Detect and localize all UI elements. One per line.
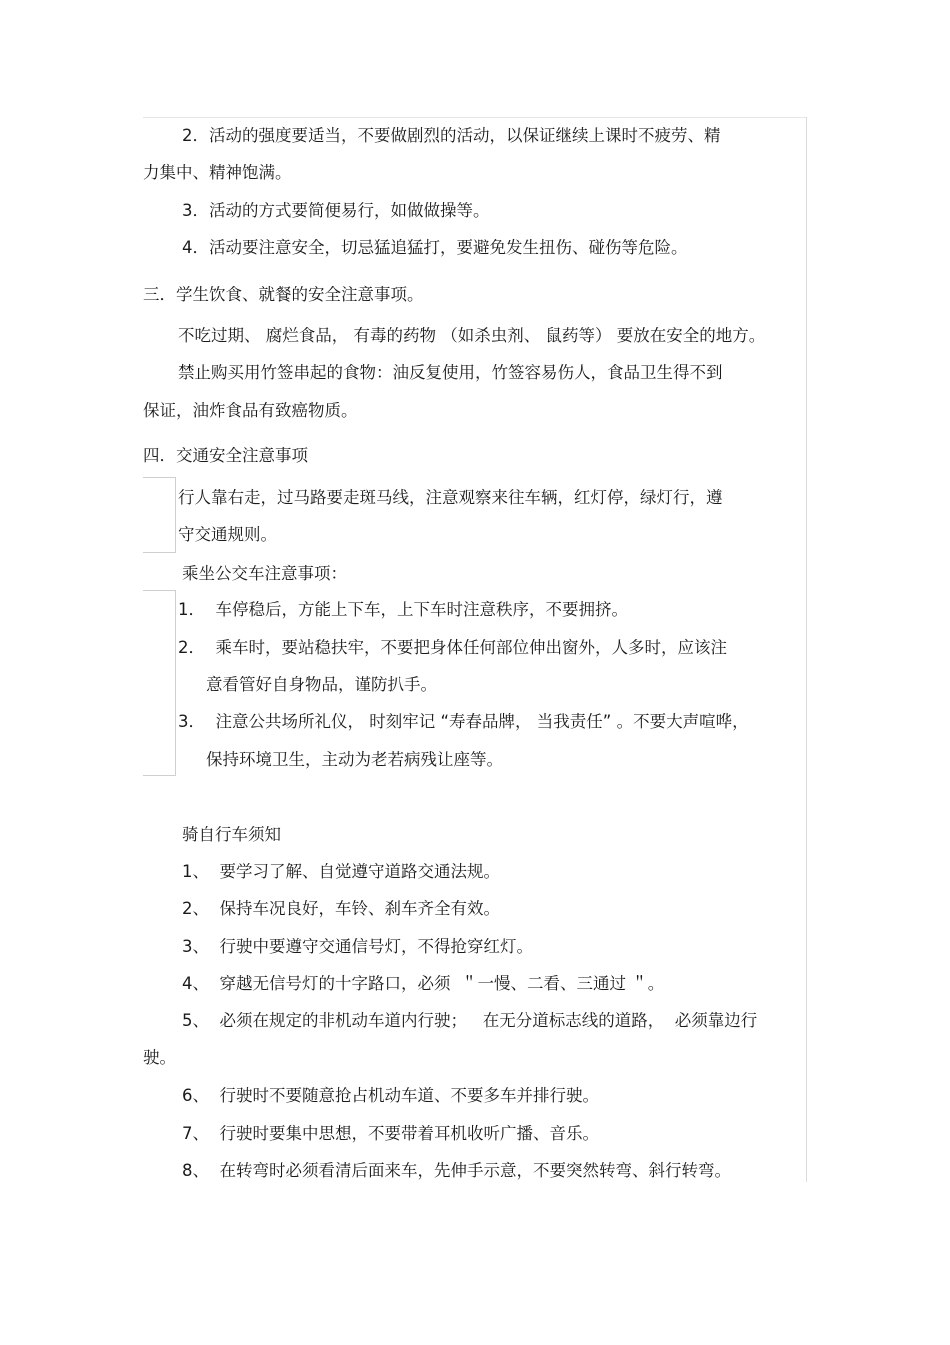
paragraph-line: 守交通规则。 (178, 525, 277, 544)
paragraph-line: 行人靠右走，过马路要走斑马线，注意观察来往车辆，红灯停，绿灯行，遵 (178, 488, 723, 507)
list-item: 1、 要学习了解、自觉遵守道路交通法规。 (182, 862, 500, 881)
list-item: 2、 保持车况良好，车铃、刹车齐全有效。 (182, 899, 500, 918)
section-heading: 三．学生饮食、就餐的安全注意事项。 (143, 285, 424, 304)
list-item: 6、 行驶时不要随意抢占机动车道、不要多车并排行驶。 (182, 1086, 599, 1105)
table-border-top (143, 117, 807, 118)
subsection-heading: 乘坐公交车注意事项： (182, 564, 347, 583)
paragraph-line: 3．活动的方式要简便易行，如做做操等。 (182, 201, 490, 220)
list-item: 5、 必须在规定的非机动车道内行驶； 在无分道标志线的道路， 必须靠边行 (182, 1011, 758, 1030)
paragraph-line: 2．活动的强度要适当，不要做剧烈的活动，以保证继续上课时不疲劳、精 (182, 126, 721, 145)
section-heading: 四．交通安全注意事项 (143, 446, 308, 465)
table-border-bracket (143, 590, 176, 776)
list-item: 1． 车停稳后，方能上下车，上下车时注意秩序，不要拥挤。 (178, 600, 628, 619)
paragraph-line: 不吃过期、 腐烂食品， 有毒的药物 （如杀虫剂、 鼠药等） 要放在安全的地方。 (178, 326, 766, 345)
subsection-heading: 骑自行车须知 (182, 825, 281, 844)
paragraph-line: 禁止购买用竹签串起的食物：油反复使用，竹签容易伤人，食品卫生得不到 (178, 363, 723, 382)
list-item-continuation: 驶。 (143, 1048, 176, 1067)
paragraph-line: 力集中、精神饱满。 (143, 163, 292, 182)
paragraph-line: 保证，油炸食品有致癌物质。 (143, 401, 358, 420)
table-border-right (806, 117, 807, 1182)
table-border-bracket (143, 477, 176, 553)
list-item: 3、 行驶中要遵守交通信号灯，不得抢穿红灯。 (182, 937, 533, 956)
paragraph-line: 4．活动要注意安全，切忌猛追猛打，要避免发生扭伤、碰伤等危险。 (182, 238, 688, 257)
list-item: 4、 穿越无信号灯的十字路口，必须 ＂一慢、二看、三通过 ＂。 (182, 974, 665, 993)
list-item-continuation: 保持环境卫生，主动为老若病残让座等。 (206, 750, 503, 769)
list-item: 2． 乘车时，要站稳扶牢，不要把身体任何部位伸出窗外，人多时，应该注 (178, 638, 727, 657)
list-item-continuation: 意看管好自身物品，谨防扒手。 (206, 675, 437, 694)
list-item: 7、 行驶时要集中思想，不要带着耳机收听广播、音乐。 (182, 1124, 599, 1143)
list-item: 8、 在转弯时必须看清后面来车，先伸手示意，不要突然转弯、斜行转弯。 (182, 1161, 731, 1180)
list-item: 3． 注意公共场所礼仪， 时刻牢记 “寿春品牌， 当我责任” 。不要大声喧哗， (178, 712, 749, 731)
